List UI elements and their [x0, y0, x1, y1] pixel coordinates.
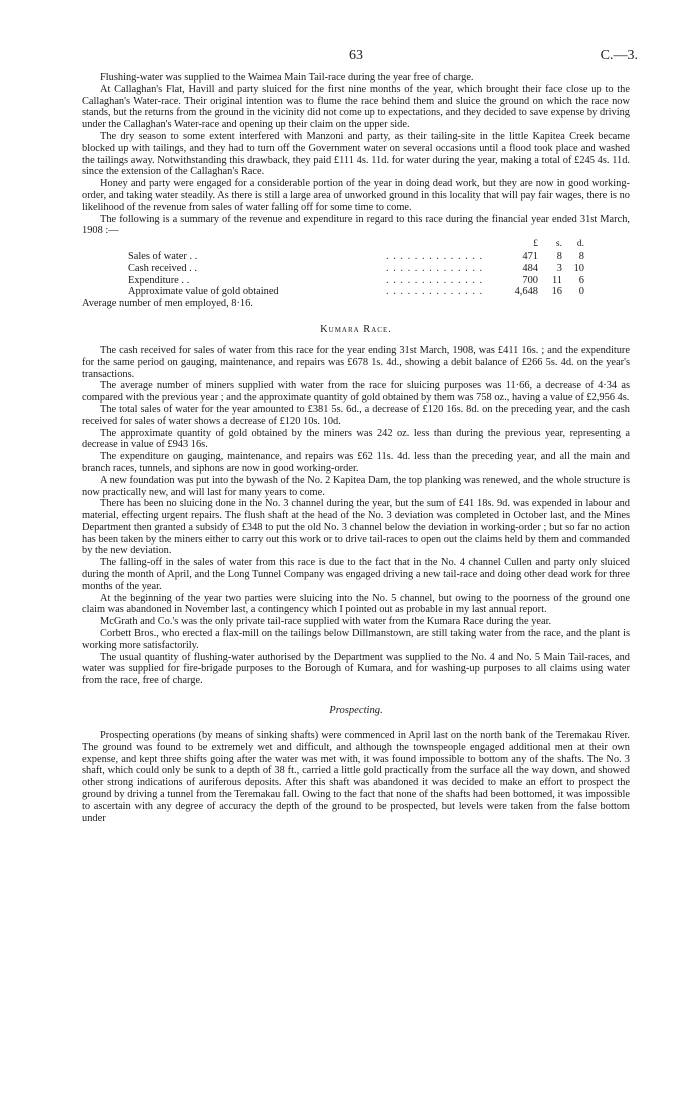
paragraph: McGrath and Co.'s was the only private tail-race supplied with water from the Kumara Race during the year. [100, 616, 552, 628]
paragraph: The average number of miners supplied with water from the race for sluicing purposes was 11·66, a decrease of 4·34 as compared with the previous year ; and the approximate quantity of gold obtained by them was 758 oz., having a value of £2,956 4s. [82, 380, 630, 404]
table-header-row [128, 239, 584, 251]
pounds-value: 471 [522, 250, 538, 262]
paragraph: The cash received for sales of water from this race for the year ending 31st March, 1908, was £411 16s. ; and the expenditure for the same period on gauging, maintenance, and repairs was £678 1s. 4d., showing a debit balance of £266 5s. 4d. on the year's transactions. [82, 344, 630, 380]
pence-header: d. [576, 239, 584, 250]
paragraph: The falling-off in the sales of water from this race is due to the fact that in the No. 4 channel Cullen and party only sluiced during the month of April, and the Long Tunnel Company was engaged driving a new tail-race and doing other dead work for three months of the year. [82, 557, 630, 592]
pounds-value: 484 [522, 262, 538, 274]
paragraph: There has been no sluicing done in the No. 3 channel during the year, but the sum of £41 18s. 9d. was expended in labour and material, effecting urgent repairs. The flush shaft at the head of the No. 3 deviation was completed in October last, and the Mines Department then granted a subsidy of £348 to put the old No. 3 channel below the deviation in working-order ; but so far no action has been taken by the miners either to carry out this work or to drive tail-races to open out the claims held by them and commanded by the new deviation. [82, 498, 630, 557]
paragraph: The dry season to some extent interfered with Manzoni and party, as their tailing-site in the little Kapitea Creek became blocked up with tailings, and they had to turn off the Government water on several occasions until a flood took place and washed the tailings away. Notwithstanding this drawback, they paid £111 4s. 11d. for water during the year, making a total of £245 4s. 11d. since the extension of the Callaghan's Race. [82, 130, 630, 178]
pounds-value: 4,648 [514, 286, 538, 298]
paragraph: At Callaghan's Flat, Havill and party sluiced for the first nine months of the year, which brought their face close up to the Callaghan's Water-race. Their original intention was to flume the race behind them and sluice the ground on which the race now stands, but the returns from the ground in the vicinity did not come up to expectations, and they decided to save expense by driving under the Callaghan's Water-race and opening up their claim on the upper side. [82, 83, 630, 131]
paragraph: Honey and party were engaged for a considerable portion of the year in doing dead work, but they are now in good working-order, and taking water steadily. As there is still a large area of unworked ground in this locality that will pay fair wages, there is no likelihood of the revenue from sales of water falling off for some time to come. [82, 178, 630, 213]
shillings-value: 8 [556, 250, 562, 262]
intro-section [82, 72, 630, 237]
prospecting-section-body [82, 730, 630, 824]
shillings-value: 16 [551, 286, 562, 298]
kumara-section-body [82, 345, 630, 687]
row-label: Cash received . . [128, 262, 197, 274]
table-row [128, 251, 584, 263]
table-row [128, 263, 584, 275]
shillings-value: 3 [556, 262, 562, 274]
leader-dots: . . . . . . . . . . . . . . [386, 286, 484, 298]
paragraph: A new foundation was put into the bywash of the No. 2 Kapitea Dam, the top planking was renewed, and the whole structure is now practically new, and will last for many years to come. [82, 474, 630, 498]
paragraph: Prospecting operations (by means of sinking shafts) were commenced in April last on the north bank of the Teremakau River. The ground was found to be extremely wet and difficult, and although the townspeople engaged additional men at their own expense, and kept three shifts going after the water was met with, it was found impossible to bottom any of the shafts. The No. 3 shaft, which could only be sunk to a depth of 38 ft., carried a little gold practically from the surface all the way down, and showed other strong indications of auriferous deposits. After this shaft was abandoned it was decided to make an effort to prospect the ground by driving a tunnel from the Teremakau fall. Owing to the fact that none of the shafts had been bottomed, it was impossible to ascertain with any degree of accuracy the depth of the ground to be prospected, but levels were taken from the false bottom under [82, 730, 630, 824]
shillings-value: 11 [551, 274, 562, 286]
table-row [128, 275, 584, 287]
paragraph: The expenditure on gauging, maintenance, and repairs was £62 11s. 4d. less than the preceding year, and all the main and branch races, tunnels, and siphons are now in good working-order. [82, 451, 630, 474]
pence-value: 0 [578, 286, 584, 298]
row-label: Sales of water . . [128, 250, 198, 262]
shillings-header: s. [555, 239, 562, 250]
men-employed-line: Average number of men employed, 8·16. [82, 298, 253, 310]
pence-value: 6 [578, 274, 584, 286]
revenue-summary-table [128, 239, 584, 298]
row-label: Approximate value of gold obtained [128, 286, 279, 298]
paragraph: The approximate quantity of gold obtained by the miners was 242 oz. less than during the previous year, representing a decrease in value of £943 16s. [82, 427, 630, 451]
section-heading-kumara-race: Kumara Race. [320, 323, 392, 335]
leader-dots: . . . . . . . . . . . . . . [386, 262, 484, 274]
row-label: Expenditure . . [128, 274, 190, 286]
pounds-header: £ [533, 239, 538, 250]
paragraph: At the beginning of the year two parties were sluicing into the No. 5 channel, but owing to the poorness of the ground one claim was abandoned in November last, a contingency which I pointed out as probable in my last annual report. [82, 592, 630, 616]
paragraph: The following is a summary of the revenue and expenditure in regard to this race during the financial year ended 31st March, 1908 :— [82, 213, 630, 237]
table-row [128, 286, 584, 298]
pence-value: 8 [578, 250, 584, 262]
leader-dots: . . . . . . . . . . . . . . [386, 274, 484, 286]
pounds-value: 700 [522, 274, 538, 286]
document-page [82, 48, 638, 824]
page-header [82, 48, 638, 72]
leader-dots: . . . . . . . . . . . . . . [386, 250, 484, 262]
paragraph: The usual quantity of flushing-water authorised by the Department was supplied to the No. 4 and No. 5 Main Tail-races, and water was supplied for fire-brigade purposes to the Borough of Kumara, and for washing-up purposes to all claims using water from the race, free of charge. [82, 651, 630, 687]
paragraph: Flushing-water was supplied to the Waimea Main Tail-race during the year free of charge. [100, 72, 474, 83]
section-heading-prospecting: Prospecting. [329, 705, 383, 717]
pence-value: 10 [573, 262, 584, 274]
paragraph: Corbett Bros., who erected a flax-mill on the tailings below Dillmanstown, are still taking water from the race, and the plant is working more satisfactorily. [82, 628, 630, 651]
paragraph: The total sales of water for the year amounted to £381 5s. 6d., a decrease of £120 16s. 8d. on the preceding year, and the cash received for sales of water shows a decrease of £120 10s. 10d. [82, 403, 630, 427]
page-number: 63 [349, 48, 363, 63]
document-reference: C.—3. [600, 48, 638, 63]
